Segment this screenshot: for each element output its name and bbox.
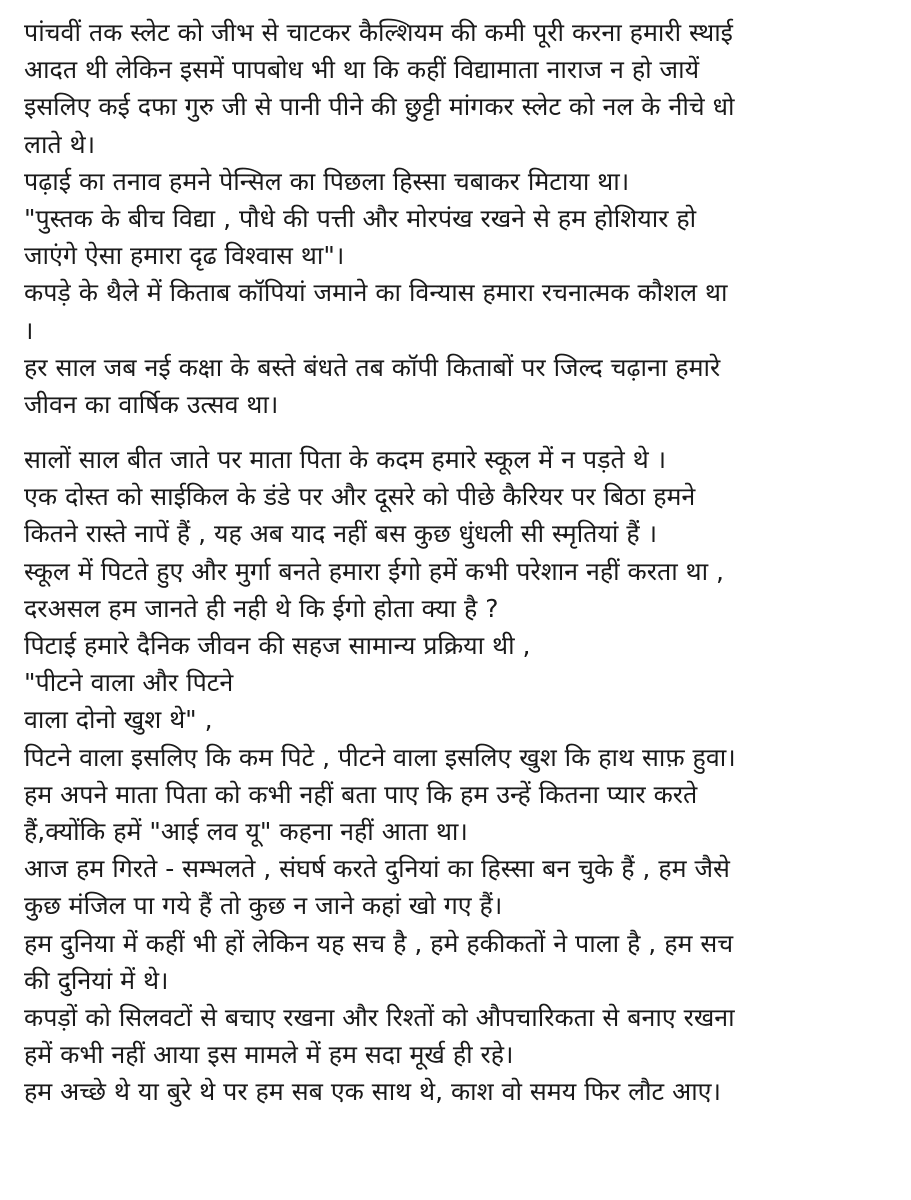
text-line: पढ़ाई का तनाव हमने पेन्सिल का पिछला हिस्सा चबाकर मिटाया था।	[24, 166, 630, 196]
text-line: "पुस्तक के बीच विद्या , पौधे की पत्ती और मोरपंख रखने से हम होशियार हो	[24, 203, 697, 233]
text-line: आज हम गिरते - सम्भलते , संघर्ष करते दुनियां का हिस्सा बन चुके हैं , हम जैसे	[24, 854, 730, 884]
text-line: की दुनियां में थे।	[24, 965, 169, 995]
paragraph-gap	[24, 423, 893, 441]
text-line: कपड़े के थैले में किताब कॉपियां जमाने का विन्यास हमारा रचनात्मक कौशल था	[24, 278, 728, 308]
text-line: पिटाई हमारे दैनिक जीवन की सहज सामान्य प्रक्रिया थी ,	[24, 631, 531, 660]
text-line: कपड़ों को सिलवटों से बचाए रखना और रिश्तों को औपचारिकता से बनाए रखना	[24, 1002, 735, 1032]
text-line: हर साल जब नई कक्षा के बस्ते बंधते तब कॉपी किताबों पर जिल्द चढ़ाना हमारे	[24, 352, 721, 382]
text-line: स्कूल में पिटते हुए और मुर्गा बनते हमारा ईगो हमें कभी परेशान नहीं करता था ,	[24, 556, 725, 586]
text-line: हैं,क्योंकि हमें "आई लव यू" कहना नहीं आता था।	[24, 816, 468, 846]
text-line: "पीटने वाला और पिटने	[24, 668, 234, 698]
text-line: दरअसल हम जानते ही नही थे कि ईगो होता क्या है ?	[24, 593, 499, 623]
text-line: आदत थी लेकिन इसमें पापबोध भी था कि कहीं विद्यामाता नाराज न हो जायें	[24, 55, 700, 85]
text-line: हम अच्छे थे या बुरे थे पर हम सब एक साथ थे, काश वो समय फिर लौट आए।	[24, 1077, 721, 1107]
text-line: वाला दोनो खुश थे" ,	[24, 705, 213, 735]
text-line: हम दुनिया में कहीं भी हों लेकिन यह सच है , हमे हकीकतों ने पाला है , हम सच	[24, 928, 734, 958]
text-line: पांचवीं तक स्लेट को जीभ से चाटकर कैल्शियम की कमी पूरी करना हमारी स्थाई	[24, 18, 733, 47]
text-line: इसलिए कई दफा गुरु जी से पानी पीने की छुट्टी मांगकर स्लेट को नल के नीचे धो	[24, 92, 735, 122]
text-line: कुछ मंजिल पा गये हैं तो कुछ न जाने कहां खो गए हैं।	[24, 891, 503, 921]
text-block-bottom	[24, 441, 893, 1110]
text-block-top	[24, 14, 893, 423]
text-line: कितने रास्ते नापें हैं , यह अब याद नहीं बस कुछ धुंधली सी स्मृतियां हैं ।	[24, 519, 658, 549]
text-line: जीवन का वार्षिक उत्सव था।	[24, 389, 279, 419]
text-line: ।	[24, 315, 34, 345]
text-line: हमें कभी नहीं आया इस मामले में हम सदा मूर्ख ही रहे।	[24, 1040, 514, 1070]
text-line: पिटने वाला इसलिए कि कम पिटे , पीटने वाला इसलिए खुश कि हाथ साफ़ हुवा।	[24, 742, 736, 772]
text-line: एक दोस्त को साईकिल के डंडे पर और दूसरे को पीछे कैरियर पर बिठा हमने	[24, 482, 696, 512]
text-line: हम अपने माता पिता को कभी नहीं बता पाए कि हम उन्हें कितना प्यार करते	[24, 779, 698, 809]
text-line: सालों साल बीत जाते पर माता पिता के कदम हमारे स्कूल में न पड़ते थे ।	[24, 445, 667, 475]
text-line: जाएंगे ऐसा हमारा दृढ विश्वास था"।	[24, 241, 345, 271]
text-line: लाते थे।	[24, 129, 96, 159]
